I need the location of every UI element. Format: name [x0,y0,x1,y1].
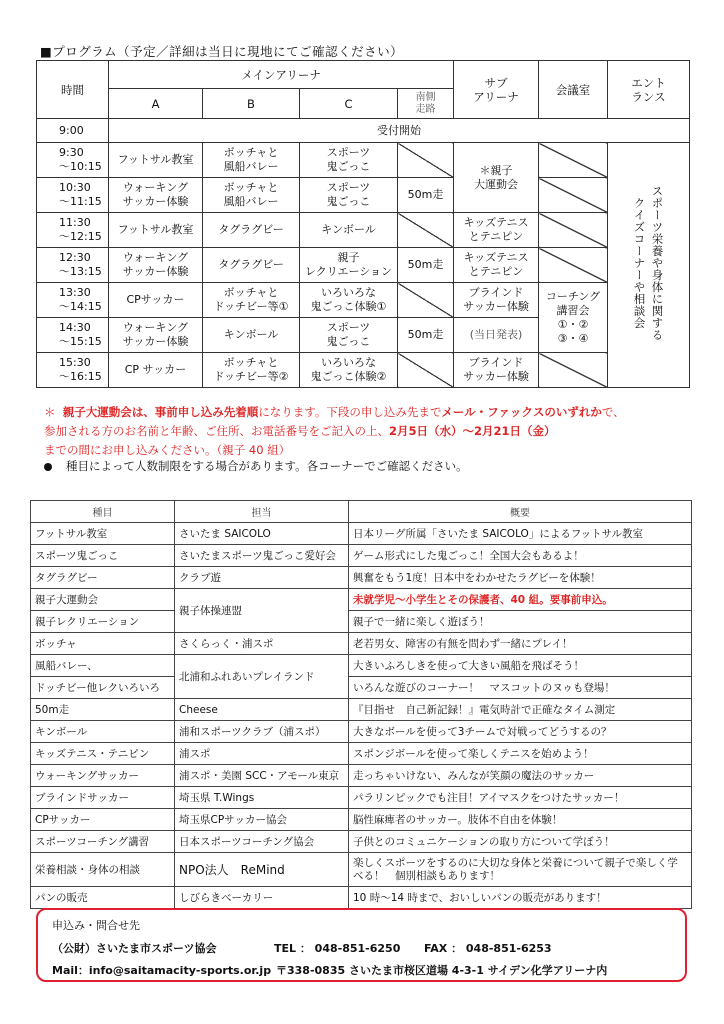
table-row: キッズテニス・テニピン 浦スポ スポンジボールを使って楽しくテニスを始めよう！ [31,743,692,765]
table-row: タグラグビー クラブ遊 興奮をもう1度！日本中をわかせたラグビーを体験！ [31,567,692,589]
schedule-row: 9:30 ～10:15 フットサル教室 ボッチャと 風船バレー スポーツ 鬼ごっこ ＊親子 大運動会 スポーツ栄養や身体に関する クイズコーナーや相談会 [37,143,690,178]
header-b: B [203,89,300,119]
contact-tel[interactable]: TEL ： 048-851-6250 [274,942,401,955]
header-sub-arena: サブ アリーナ [454,61,539,119]
table-row: 50m走 Cheese 『目指せ 自己新記録！』電気時計で正確なタイム測定 [31,699,692,721]
header-time: 時間 [37,61,109,119]
header-c: C [300,89,398,119]
header-south-track: 南側 走路 [398,89,454,119]
table-row: スポーツ鬼ごっこ さいたまスポーツ鬼ごっこ愛好会 ゲーム形式にした鬼ごっこ！全国大会もあるよ！ [31,545,692,567]
reception-label: 受付開始 [109,119,690,143]
registration-note: ＊ 親子大運動会は、事前申し込み先着順になります。下段の申し込み先までメール・ファックスのいずれかで、 参加される方のお名前と年齢、ご住所、お電話番号をご記入の上、2月5日（水）～2月21日（金） までの間にお申し込みください。（親子 40 組） [44,405,625,457]
event-info-table [30,500,692,909]
info-header-summary: 概要 [349,501,692,523]
schedule-row: 12:30 ～13:15 ウォーキング サッカー体験 タグラグビー 親子 レクリエーション 50m走 キッズテニス とテニピン [37,248,690,283]
bullet-icon [44,463,52,471]
schedule-table [36,60,690,388]
table-row: ドッチビー他レクいろいろ いろんな遊びのコーナー！ マスコットのヌゥも登場！ [31,677,692,699]
table-row: ブラインドサッカー 埼玉県 T.Wings パラリンピックでも注目！アイマスクをつけたサッカー！ [31,787,692,809]
entrance-cell: スポーツ栄養や身体に関する クイズコーナーや相談会 [608,143,690,388]
schedule-row: 15:30 ～16:15 CP サッカー ボッチャと ドッチビー等② いろいろな 鬼ごっこ体験② ブラインド サッカー体験 [37,353,690,388]
info-header-event: 種目 [31,501,175,523]
table-row: 栄養相談・身体の相談 NPO法人 ReMind 楽しくスポーツをするのに大切な身体と栄養について親子で楽しく学べる！ 個別相談もあります！ [31,853,692,887]
oyako-undokai-cell: ＊親子 大運動会 [454,143,539,213]
schedule-row: 14:30 ～15:15 ウォーキング サッカー体験 キンボール スポーツ 鬼ごっこ 50m走 (当日発表) [37,318,690,353]
schedule-row: 10:30 ～11:15 ウォーキング サッカー体験 ボッチャと 風船バレー スポーツ 鬼ごっこ 50m走 [37,178,690,213]
contact-title: 申込み・問合せ先 [52,919,140,932]
header-meeting-room: 会議室 [539,61,608,119]
table-row: ボッチャ さくらっく・浦スポ 老若男女、障害の有無を問わず一緒にプレイ！ [31,633,692,655]
capacity-note: 種目によって人数制限をする場合があります。各コーナーでご確認ください。 [44,458,468,474]
table-row: 風船バレー、 北浦和ふれあいプレイランド 大きいふろしきを使って大きい風船を飛ばそう！ [31,655,692,677]
table-row: キンボール 浦和スポーツクラブ（浦スポ） 大きなボールを使って3チームで対戦ってどうするの？ [31,721,692,743]
program-heading: ■プログラム（予定／詳細は当日に現地にてご確認ください） [40,44,404,59]
contact-box [36,908,687,982]
table-row: 親子大運動会 親子体操連盟 未就学児～小学生とその保護者、40 組。要事前申込。 [31,589,692,611]
reception-time: 9:00 [37,119,109,143]
header-a: A [109,89,203,119]
table-row: CPサッカー 埼玉県CPサッカー協会 脳性麻痺者のサッカー。肢体不自由を体験！ [31,809,692,831]
table-row: パンの販売 しびらきベーカリー 10 時～14 時まで、おいしいパンの販売があります！ [31,887,692,909]
table-row: スポーツコーチング講習 日本スポーツコーチング協会 子供とのコミュニケーションの取り方について学ぼう！ [31,831,692,853]
schedule-row: 13:30 ～14:15 CPサッカー ボッチャと ドッチビー等① いろいろな 鬼ごっこ体験① ブラインド サッカー体験 コーチング 講習会 ①・② ③・④ [37,283,690,318]
contact-address: 〒338-0835 さいたま市桜区道場 4-3-1 サイデン化学アリーナ内 [276,964,608,977]
table-row: ウォーキングサッカー 浦スポ・美園 SCC・アモール東京 走っちゃいけない、みんなが笑顔の魔法のサッカー [31,765,692,787]
table-row: フットサル教室 さいたま SAICOLO 日本リーグ所属「さいたま SAICOLO」によるフットサル教室 [31,523,692,545]
header-entrance: エント ランス [608,61,690,119]
contact-org: （公財）さいたま市スポーツ協会 [52,942,217,955]
schedule-row: 11:30 ～12:15 フットサル教室 タグラグビー キンボール キッズテニス とテニピン [37,213,690,248]
header-main-arena: メインアリーナ [109,61,454,89]
contact-fax: FAX ： 048-851-6253 [424,942,552,955]
contact-mail[interactable]: Mail：info@saitamacity-sports.or.jp [52,964,272,977]
info-header-owner: 担当 [175,501,349,523]
coaching-cell: コーチング 講習会 ①・② ③・④ [539,283,608,353]
table-row: 親子レクリエーション 親子で一緒に楽しく遊ぼう！ [31,611,692,633]
